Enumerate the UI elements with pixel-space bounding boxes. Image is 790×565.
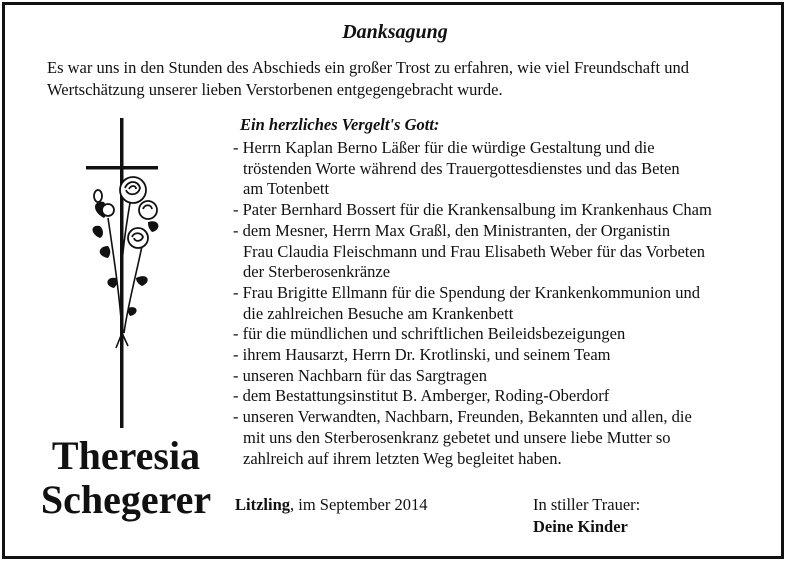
mourning-line: In stiller Trauer: <box>533 495 641 514</box>
thanks-item-continuation: mit uns den Sterberosenkranz gebetet und unsere liebe Mutter so <box>243 427 671 447</box>
thanks-item: - Herrn Kaplan Berno Läßer für die würdige Gestaltung und die <box>233 138 655 157</box>
thanks-item: - Frau Brigitte Ellmann für die Spendung der Krankenkommunion und <box>233 282 700 302</box>
thanks-item: - unseren Verwandten, Nachbarn, Freunden, Bekannten und allen, die <box>233 407 692 427</box>
mourning-block <box>533 494 640 538</box>
thanks-item-continuation: der Sterberosenkränze <box>243 262 391 282</box>
deceased-first-name: Theresia <box>51 433 201 478</box>
thanks-item: - für die mündlichen und schriftlichen Beileidsbezeigungen <box>233 324 626 344</box>
thanks-item-continuation: am Totenbett <box>243 179 330 199</box>
thanks-item-continuation: die zahlreichen Besuche am Krankenbett <box>243 303 514 323</box>
thanks-item: - ihrem Hausarzt, Herrn Dr. Krotlinski, und seinem Team <box>233 345 611 365</box>
intro-text <box>47 57 767 101</box>
thanks-item: - unseren Nachbarn für das Sargtragen <box>233 365 487 385</box>
deceased-last-name: Schegerer <box>40 477 212 522</box>
thanks-heading: Ein herzliches Vergelt's Gott: <box>240 115 440 134</box>
thanks-list <box>233 138 773 469</box>
date: , im September 2014 <box>290 495 428 514</box>
thanks-item: - dem Bestattungsinstitut B. Amberger, Roding-Oberdorf <box>233 386 610 406</box>
thanks-item-continuation: tröstenden Worte während des Trauergottesdienstes und das Beten <box>243 158 680 178</box>
signature: Deine Kinder <box>533 517 628 536</box>
place-date <box>235 494 428 516</box>
place: Litzling <box>235 495 291 514</box>
thanks-item: - Pater Bernhard Bossert für die Krankensalbung im Krankenhaus Cham <box>233 200 712 220</box>
intro-line: Es war uns in den Stunden des Abschieds ein großer Trost zu erfahren, wie viel Freundschaft und <box>47 58 690 77</box>
thanks-item-continuation: zahlreich auf ihrem letzten Weg begleitet haben. <box>243 448 562 468</box>
notice-title: Danksagung <box>342 21 448 43</box>
thanks-item: - dem Mesner, Herrn Max Graßl, den Ministranten, der Organistin <box>233 220 671 240</box>
intro-line: Wertschätzung unserer lieben Verstorbenen entgegengebracht wurde. <box>47 80 503 99</box>
thanks-item-continuation: Frau Claudia Fleischmann und Frau Elisabeth Weber für das Vorbeten <box>243 241 705 261</box>
cross-with-roses-icon <box>78 118 178 428</box>
